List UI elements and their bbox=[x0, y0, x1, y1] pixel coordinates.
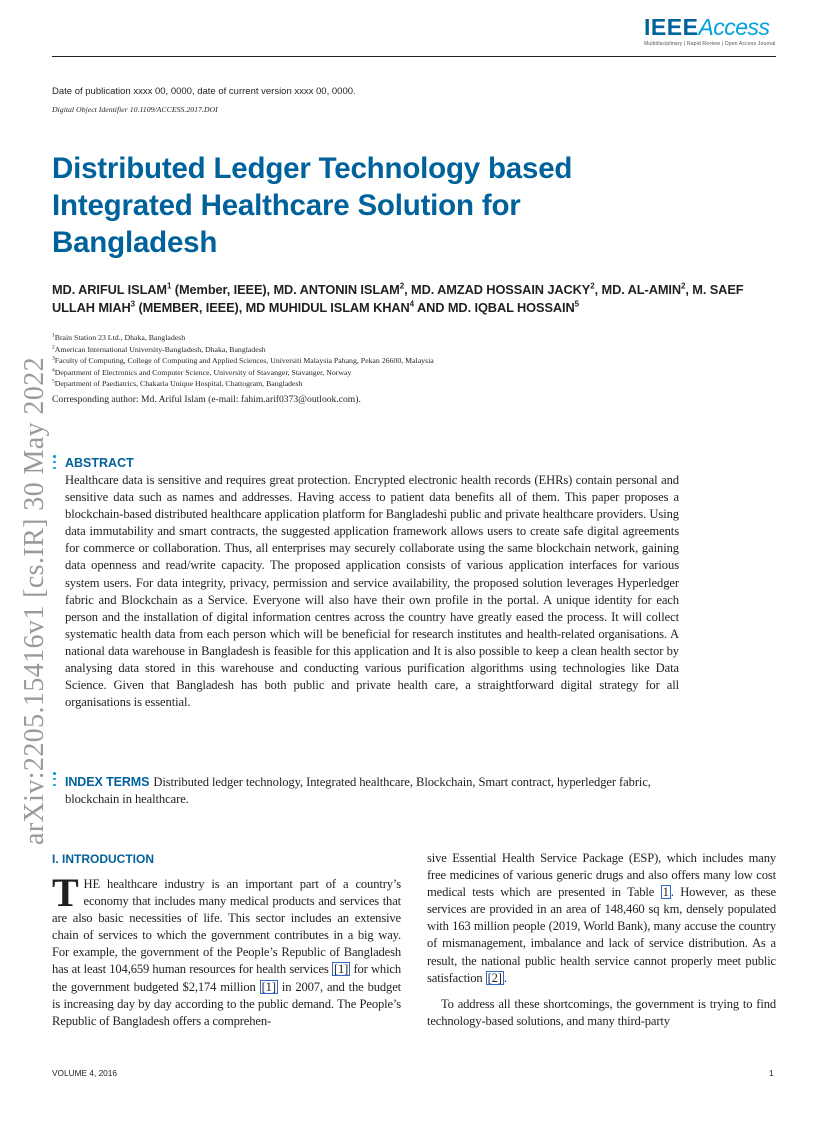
affiliation-sup: 3 bbox=[52, 355, 55, 362]
intro-text: HE healthcare industry is an important part of a country’s economy that includes many medical products and services that are also basic necessities of life. This sector includes an extensive chain of services to which the government contributes in a big way. For example, the government of the People’s Republic of Bangladesh has at least 104,659 human resources for health services bbox=[52, 877, 401, 977]
affiliation-text: Faculty of Computing, College of Computing and Applied Sciences, Universiti Malaysia Pahang, Pekan 26600, Malaysia bbox=[54, 356, 434, 366]
intro-left-column bbox=[52, 870, 402, 1030]
intro-text: . bbox=[503, 970, 507, 985]
affiliation-sup: 2 bbox=[52, 344, 55, 350]
page-number: 1 bbox=[769, 1068, 774, 1078]
logo-tagline: Multidisciplinary | Rapid Review | Open Access Journal bbox=[644, 41, 776, 47]
affiliation-line bbox=[52, 378, 772, 390]
abstract-text: Healthcare data is sensitive and requires great protection. Encrypted electronic health records (EHRs) contain personal and sensitive data such as names and addresses. Having access to patient data benefits all of them. This paper proposes a blockchain-based distributed healthcare application platform for Bangladeshi public and private healthcare providers. Using data immutability and smart contracts, the suggested application framework allows users to create safe digital agreements for commerce or collaboration. Thus, all enterprises may securely collaborate using the same blockchain network, gaining data openness and read/write capacity. The proposed application consists of various application interfaces for various system users. For data integrity, privacy, permission and service availability, the proposed solution leverages Hyperledger fabric and Blockchain as a Service. Everyone will also have their own profile in the portal. A unique identity for each person and the installation of digital information centres across the country have greatly eased the process. It will collect systematic health data from each person which will be beneficial for research institutes and health-related organisations. A national data warehouse in Bangladesh is feasible for this application and It is also possible to keep a clean health sector by analysing data stored in this warehouse and conducting various purification algorithms using technologies like Data Science. Given that Bangladesh has both public and private health care, a straightforward digital strategy for all organisations is essential. bbox=[65, 473, 679, 710]
author-name: MD. ANTONIN ISLAM bbox=[273, 282, 400, 297]
affiliation-text: Brain Station 23 Ltd., Dhaka, Bangladesh bbox=[54, 333, 186, 342]
affiliation-sup: 1 bbox=[52, 332, 55, 339]
author-sep: , bbox=[685, 282, 693, 297]
citation-link[interactable]: [2] bbox=[487, 970, 502, 985]
affiliation-text: American International University-Bangladesh, Dhaka, Bangladesh bbox=[54, 344, 266, 354]
author-sup: 4 bbox=[409, 299, 414, 309]
author-sup: 1 bbox=[166, 281, 172, 291]
author-sup: 2 bbox=[590, 281, 595, 291]
intro-text: in 2007, and the budget is increasing day by day according to the public demand. The People’s Republic of Bangladesh offers a comprehen- bbox=[52, 979, 401, 1028]
author-list bbox=[52, 281, 772, 316]
index-terms-heading: INDEX TERMS bbox=[65, 775, 150, 789]
index-terms-bullet-icon bbox=[53, 772, 59, 789]
intro-text: for which the government budgeted $2,174 million bbox=[52, 962, 402, 994]
abstract-heading: ABSTRACT bbox=[65, 456, 134, 470]
intro-paragraph: To address all these shortcomings, the government is trying to find technology-based solutions, and many third-party bbox=[427, 996, 776, 1028]
ieee-access-logo bbox=[644, 14, 774, 54]
index-terms-text: Distributed ledger technology, Integrated healthcare, Blockchain, Smart contract, hyperledger fabric, blockchain in healthcare. bbox=[65, 775, 651, 807]
intro-text: sive Essential Health Service Package (ESP), which includes many free medicines of various generic drugs and also offers many low cost medical tests which are presented in Table bbox=[427, 851, 776, 900]
affiliation-text: Department of Paediatrics, Chakaria Unique Hospital, Chattogram, Bangladesh bbox=[54, 379, 303, 389]
affiliations bbox=[52, 332, 772, 390]
author-name: MD. ARIFUL ISLAM bbox=[52, 282, 167, 297]
abstract-bullet-icon bbox=[53, 455, 59, 472]
logo-ieee: IEEE bbox=[644, 14, 699, 40]
author-sup: 3 bbox=[130, 299, 135, 309]
table-reference-link[interactable]: 1 bbox=[662, 885, 669, 900]
dropcap: T bbox=[52, 870, 79, 915]
section-heading-introduction: I. INTRODUCTION bbox=[52, 852, 154, 866]
author-sep: , bbox=[594, 282, 602, 297]
author-sep: (MEMBER, IEEE), bbox=[134, 299, 246, 315]
author-sup: 5 bbox=[574, 299, 579, 309]
affiliation-text: Department of Electronics and Computer Science, University of Stavanger, Stavanger, Norway bbox=[54, 367, 352, 377]
affiliation-line bbox=[52, 344, 772, 356]
index-terms bbox=[65, 774, 679, 808]
author-sup: 2 bbox=[399, 281, 405, 291]
arxiv-watermark: arXiv:2205.15416v1 [cs.IR] 30 May 2022 bbox=[19, 356, 50, 845]
intro-right-column bbox=[427, 850, 776, 1030]
author-name: MD. IQBAL HOSSAIN bbox=[447, 299, 575, 315]
doi: Digital Object Identifier 10.1109/ACCESS.2017.DOI bbox=[52, 105, 218, 114]
logo-access: Access bbox=[698, 14, 770, 40]
affiliation-line bbox=[52, 332, 772, 344]
citation-link[interactable]: [1] bbox=[333, 962, 349, 977]
author-sup: 2 bbox=[681, 281, 686, 291]
intro-text: . However, as these services are provided in an area of 148,460 sq km, densely populated with 163 million people (2019, World Bank), many accuse the country of mismanagement, imbalance and lack of service distribution. As a result, the national public health service cannot properly meet public satisfaction bbox=[427, 885, 776, 985]
author-sep: (Member, IEEE), bbox=[171, 282, 274, 297]
author-name: M. SAEF ULLAH MIAH bbox=[52, 282, 744, 315]
author-sep: AND bbox=[414, 299, 448, 315]
header-rule bbox=[52, 56, 776, 57]
paper-title: Distributed Ledger Technology based Integrated Healthcare Solution for Bangladesh bbox=[52, 152, 573, 259]
author-name: MD MUHIDUL ISLAM KHAN bbox=[245, 299, 410, 315]
affiliation-sup: 4 bbox=[52, 367, 55, 374]
affiliation-line bbox=[52, 355, 772, 367]
corresponding-author: Corresponding author: Md. Ariful Islam (e-mail: fahim.arif0373@outlook.com). bbox=[52, 394, 361, 405]
affiliation-sup: 5 bbox=[52, 378, 55, 385]
affiliation-line bbox=[52, 367, 772, 379]
citation-link[interactable]: [1] bbox=[261, 979, 276, 994]
intro-paragraph bbox=[427, 850, 776, 987]
author-sep: , bbox=[404, 282, 412, 297]
author-name: MD. AMZAD HOSSAIN JACKY bbox=[411, 282, 591, 297]
author-name: MD. AL-AMIN bbox=[601, 282, 681, 297]
publication-date: Date of publication xxxx 00, 0000, date of current version xxxx 00, 0000. bbox=[52, 86, 356, 97]
footer-volume: VOLUME 4, 2016 bbox=[52, 1068, 118, 1078]
